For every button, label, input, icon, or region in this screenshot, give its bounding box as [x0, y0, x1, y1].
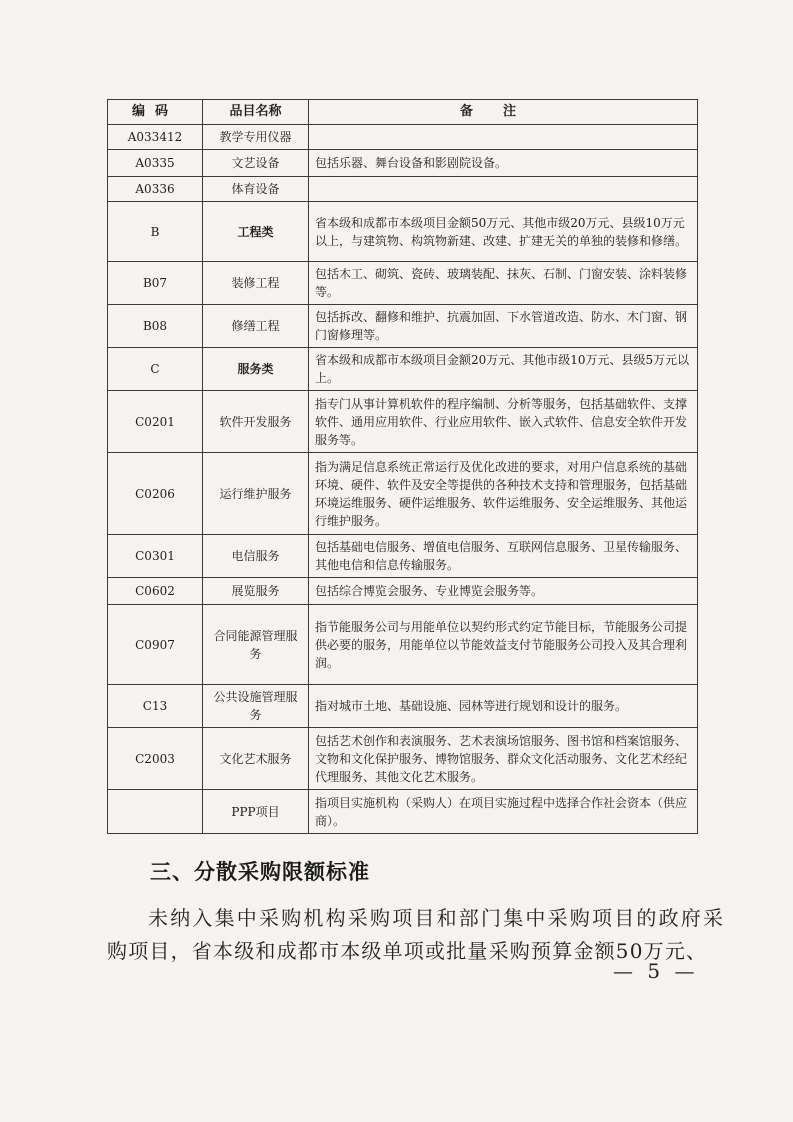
row-note: 包括艺术创作和表演服务、艺术表演场馆服务、图书馆和档案馆服务、文物和文化保护服务、博物馆服务、群众文化活动服务、文化艺术经纪代理服务、其他文化艺术服务。: [309, 728, 698, 790]
row-name: 文化艺术服务: [203, 728, 309, 790]
row-name: PPP项目: [203, 790, 309, 834]
table-row: [108, 790, 698, 834]
row-note: 包括乐器、舞台设备和影剧院设备。: [309, 150, 698, 177]
row-note: 省本级和成都市本级项目金额50万元、其他市级20万元、县级10万元以上，与建筑物、构筑物新建、改建、扩建无关的单独的装修和修缮。: [309, 202, 698, 262]
row-name: 公共设施管理服务: [203, 685, 309, 728]
row-note: 指对城市土地、基础设施、园林等进行规划和设计的服务。: [309, 685, 698, 728]
row-note: [309, 177, 698, 202]
table-row: [108, 605, 698, 685]
row-name: 合同能源管理服务: [203, 605, 309, 685]
row-note: 指项目实施机构（采购人）在项目实施过程中选择合作社会资本（供应商）。: [309, 790, 698, 834]
row-code: A0335: [108, 150, 203, 177]
row-code: C0206: [108, 453, 203, 535]
row-name: 装修工程: [203, 262, 309, 305]
row-code: C0602: [108, 578, 203, 605]
table-row: [108, 453, 698, 535]
row-name: 软件开发服务: [203, 391, 309, 453]
row-note: 指专门从事计算机软件的程序编制、分析等服务，包括基础软件、支撑软件、通用应用软件、行业应用软件、嵌入式软件、信息安全软件开发服务等。: [309, 391, 698, 453]
table-body: [108, 125, 698, 834]
table-row: [108, 391, 698, 453]
row-code: C0201: [108, 391, 203, 453]
table-row: [108, 578, 698, 605]
header-name: 品目名称: [203, 100, 309, 125]
table-row: [108, 305, 698, 348]
paragraph-line-1: 未纳入集中采购机构采购项目和部门集中采购项目的政府采: [148, 906, 726, 930]
row-note: 指节能服务公司与用能单位以契约形式约定节能目标，节能服务公司提供必要的服务，用能单位以节能效益支付节能服务公司投入及其合理利润。: [309, 605, 698, 685]
row-name: 展览服务: [203, 578, 309, 605]
row-code: B08: [108, 305, 203, 348]
row-name: 运行维护服务: [203, 453, 309, 535]
row-code: A033412: [108, 125, 203, 150]
row-note: [309, 125, 698, 150]
section-title: 三、分散采购限额标准: [150, 860, 370, 884]
row-code: [108, 790, 203, 834]
row-note: 指为满足信息系统正常运行及优化改进的要求，对用户信息系统的基础环境、硬件、软件及安全等提供的各种技术支持和管理服务，包括基础环境运维服务、硬件运维服务、软件运维服务、安全运维服务、其他运行维护服务。: [309, 453, 698, 535]
table-header-row: [108, 100, 698, 125]
table-row: [108, 177, 698, 202]
row-code: B: [108, 202, 203, 262]
row-code: C0907: [108, 605, 203, 685]
row-name: 文艺设备: [203, 150, 309, 177]
row-name: 教学专用仪器: [203, 125, 309, 150]
paragraph-line-2: 购项目，省本级和成都市本级单项或批量采购预算金额50万元、: [107, 939, 708, 963]
row-code: B07: [108, 262, 203, 305]
row-name: 修缮工程: [203, 305, 309, 348]
row-note: 包括基础电信服务、增值电信服务、互联网信息服务、卫星传输服务、其他电信和信息传输服务。: [309, 535, 698, 578]
table-row: [108, 685, 698, 728]
table-row: [108, 202, 698, 262]
header-code: 编码: [108, 100, 203, 125]
row-note: 包括拆改、翻修和维护、抗震加固、下水管道改造、防水、木门窗、钢门窗修理等。: [309, 305, 698, 348]
procurement-catalog-table: [107, 99, 698, 834]
row-note: 省本级和成都市本级项目金额20万元、其他市级10万元、县级5万元以上。: [309, 348, 698, 391]
row-code: A0336: [108, 177, 203, 202]
row-name: 工程类: [203, 202, 309, 262]
table-row: [108, 262, 698, 305]
table-row: [108, 150, 698, 177]
row-name: 服务类: [203, 348, 309, 391]
table-row: [108, 728, 698, 790]
row-note: 包括木工、砌筑、瓷砖、玻璃装配、抹灰、石制、门窗安装、涂料装修等。: [309, 262, 698, 305]
header-note: 备注: [309, 100, 698, 125]
row-code: C13: [108, 685, 203, 728]
row-note: 包括综合博览会服务、专业博览会服务等。: [309, 578, 698, 605]
row-code: C0301: [108, 535, 203, 578]
table-row: [108, 535, 698, 578]
row-name: 体育设备: [203, 177, 309, 202]
table-row: [108, 125, 698, 150]
page-number: — 5 —: [613, 959, 699, 983]
row-code: C2003: [108, 728, 203, 790]
table-row: [108, 348, 698, 391]
row-code: C: [108, 348, 203, 391]
row-name: 电信服务: [203, 535, 309, 578]
